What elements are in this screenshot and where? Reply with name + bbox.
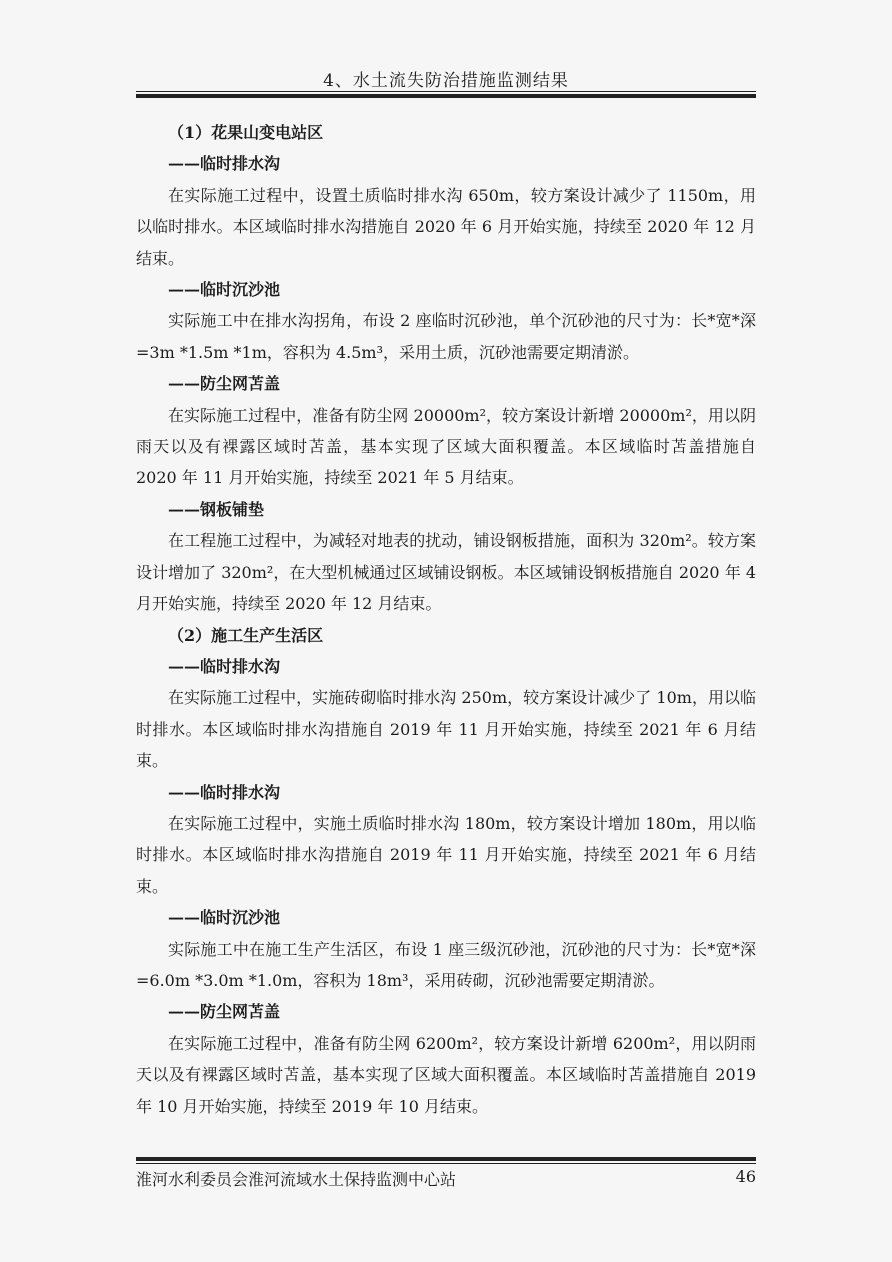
header-rule-thick [136, 94, 756, 98]
paragraph: 在实际施工过程中，准备有防尘网 20000m²，较方案设计新增 20000m²，用以阴雨天以及有裸露区域时苫盖，基本实现了区域大面积覆盖。本区域临时苫盖措施自 2020 年 11 月开始实施，持续至 2021 年 5 月结束。 [136, 405, 756, 488]
page-number: 46 [735, 1167, 756, 1186]
subsection-heading: ——防尘网苫盖 [168, 1002, 281, 1022]
footer-rule-thin [136, 1163, 756, 1164]
paragraph: 在实际施工过程中，实施砖砌临时排水沟 250m，较方案设计减少了 10m，用以临时排水。本区域临时排水沟措施自 2019 年 11 月开始实施，持续至 2021 年 6 月结束。 [136, 688, 756, 771]
subsection-heading: ——临时排水沟 [168, 782, 281, 802]
footer-rule-thick [136, 1157, 756, 1161]
paragraph: 在实际施工过程中，准备有防尘网 6200m²，较方案设计新增 6200m²，用以阴雨天以及有裸露区域时苫盖，基本实现了区域大面积覆盖。本区域临时苫盖措施自 2019 年 10 月开始实施，持续至 2019 年 10 月结束。 [136, 1033, 756, 1116]
paragraph: 实际施工中在施工生产生活区，布设 1 座三级沉砂池，沉砂池的尺寸为：长*宽*深=6.0m *3.0m *1.0m，容积为 18m³，采用砖砌，沉砂池需要定期清淤。 [136, 939, 756, 990]
paragraph: 在实际施工过程中，设置土质临时排水沟 650m，较方案设计减少了 1150m，用以临时排水。本区域临时排水沟措施自 2020 年 6 月开始实施，持续至 2020 年 12 月结束。 [136, 185, 756, 268]
header-rule-thin [136, 91, 756, 92]
section-heading: （1）花果山变电站区 [168, 123, 324, 142]
subsection-heading: ——钢板铺垫 [168, 499, 265, 519]
subsection-heading: ——临时排水沟 [168, 154, 281, 174]
subsection-heading: ——临时沉沙池 [168, 280, 281, 300]
paragraph: 在实际施工过程中，实施土质临时排水沟 180m，较方案设计增加 180m，用以临时排水。本区域临时排水沟措施自 2019 年 11 月开始实施，持续至 2021 年 6 月结束。 [136, 813, 756, 896]
footer-organization: 淮河水利委员会淮河流域水土保持监测中心站 [136, 1170, 457, 1189]
paragraph: 实际施工中在排水沟拐角，布设 2 座临时沉砂池，单个沉砂池的尺寸为：长*宽*深=3m *1.5m *1m，容积为 4.5m³，采用土质，沉砂池需要定期清淤。 [136, 311, 756, 362]
subsection-heading: ——临时沉沙池 [168, 908, 281, 928]
subsection-heading: ——防尘网苫盖 [168, 374, 281, 394]
running-header: 4、水土流失防治措施监测结果 [323, 71, 569, 91]
page-body [136, 117, 756, 1122]
section-heading: （2）施工生产生活区 [168, 625, 324, 645]
paragraph: 在工程施工过程中，为减轻对地表的扰动，铺设钢板措施，面积为 320m²。较方案设计增加了 320m²，在大型机械通过区域铺设钢板。本区域铺设钢板措施自 2020 年 4 月开始实施，持续至 2020 年 12 月结束。 [136, 531, 756, 614]
subsection-heading: ——临时排水沟 [168, 656, 281, 676]
